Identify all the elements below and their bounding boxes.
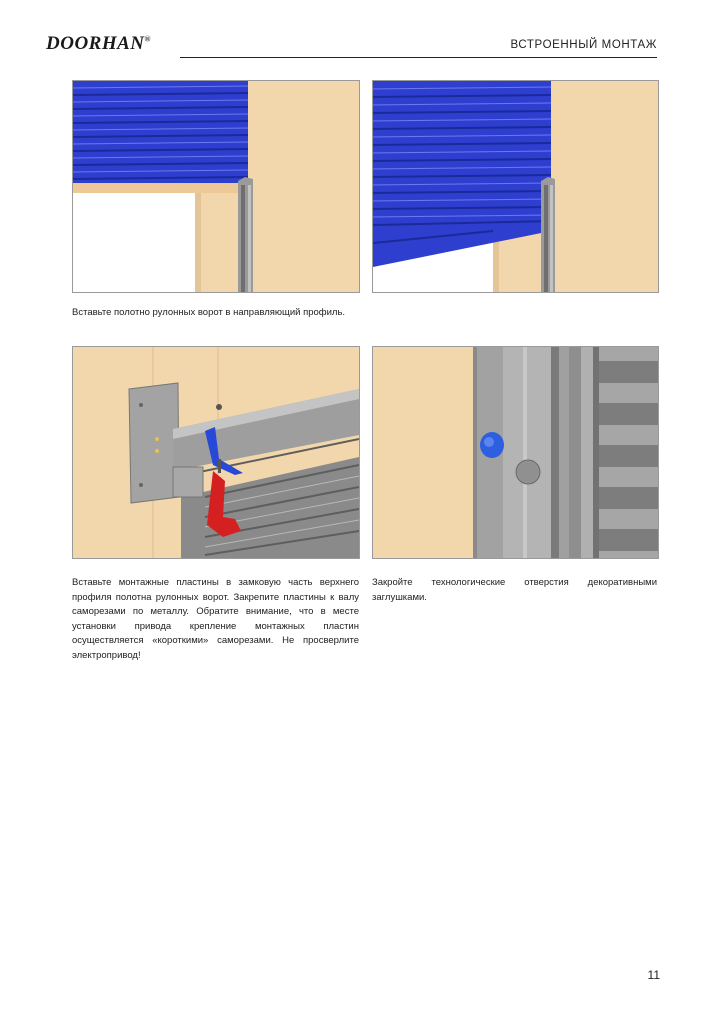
header-rule — [180, 57, 657, 58]
section-title: ВСТРОЕННЫЙ МОНТАЖ — [510, 39, 657, 51]
caption-step-3: Закройте технологические отверстия декоративными заглушками. — [372, 577, 657, 603]
caption-step-2: Вставьте монтажные пластины в замковую часть верхнего профиля полотна рулонных ворот. Закрепите пластины к валу саморезами по металлу. Обратите внимание, что в месте установки привода крепление монтажных пластин осуществляется «короткими» саморезами. Не просверлите электропривод! — [72, 577, 359, 661]
figure-curtain-insert-2 — [372, 80, 659, 293]
caption-step-1: Вставьте полотно рулонных ворот в направляющий профиль. — [72, 307, 346, 318]
figure-curtain-insert-1 — [72, 80, 360, 293]
page-number: 11 — [647, 968, 660, 982]
doorhan-logo: DOORHAN® — [46, 33, 151, 54]
figure-mounting-plates — [72, 346, 360, 559]
figure-decorative-plugs — [372, 346, 659, 559]
